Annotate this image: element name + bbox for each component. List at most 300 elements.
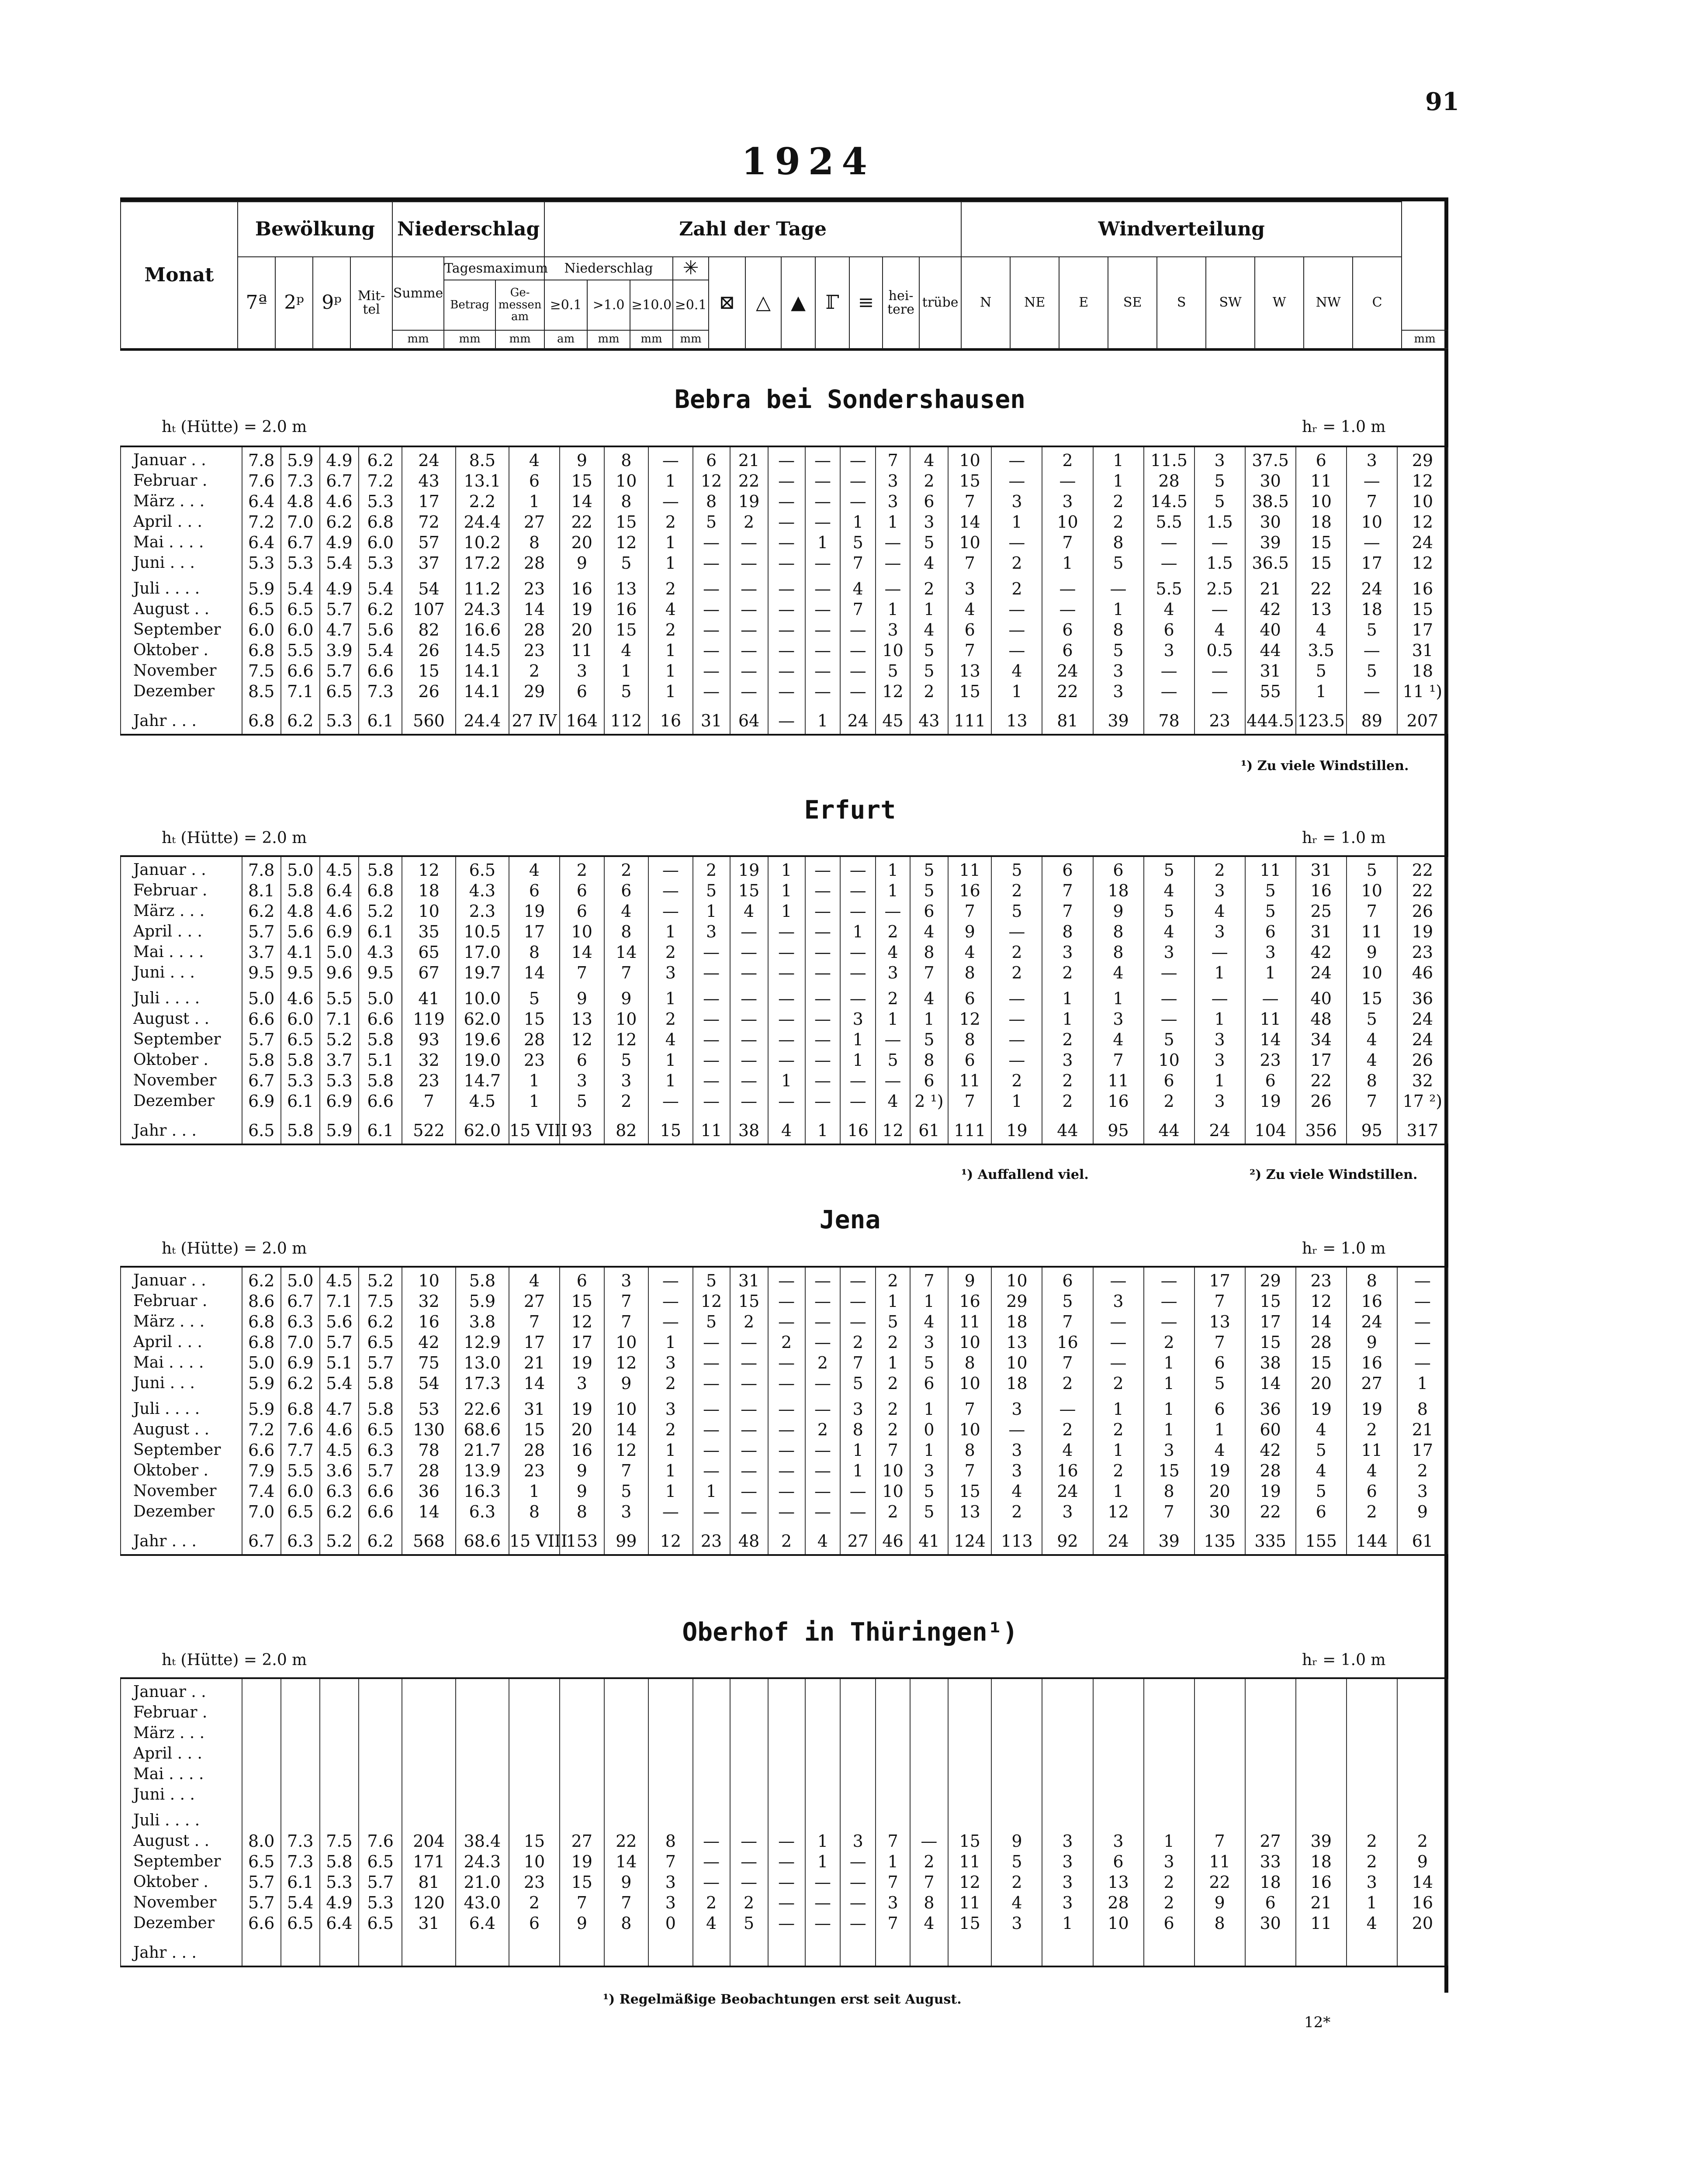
table-cell: 5: [1296, 1481, 1347, 1501]
table-cell: 5.3: [320, 702, 359, 735]
table-cell: [730, 1784, 768, 1805]
table-cell: 2.5: [1195, 573, 1245, 599]
month-label: August . .: [121, 1831, 242, 1851]
table-cell: 3: [560, 1373, 604, 1393]
table-cell: 5.3: [359, 553, 402, 573]
month-label: September: [121, 1851, 242, 1872]
table-cell: 31: [1245, 660, 1296, 681]
header-niederschlag-sub: Niederschlag: [544, 257, 673, 280]
table-cell: 8.0: [242, 1831, 281, 1851]
table-cell: 19.0: [456, 1050, 509, 1070]
table-cell: 67: [402, 962, 455, 983]
table-cell: 7.3: [281, 1831, 320, 1851]
table-cell: —: [1144, 553, 1195, 573]
table-cell: 5.0: [281, 856, 320, 880]
table-cell: [281, 1805, 320, 1831]
table-cell: 24: [1397, 1009, 1448, 1029]
table-cell: 11: [1245, 1009, 1296, 1029]
table-cell: 38.4: [456, 1831, 509, 1851]
table-cell: [1093, 1702, 1144, 1723]
table-row: [121, 681, 1448, 702]
table-cell: 3: [991, 1393, 1042, 1419]
table-cell: 124: [948, 1522, 991, 1555]
table-cell: [730, 1702, 768, 1723]
table-cell: 1: [840, 921, 876, 942]
table-cell: 14.1: [456, 660, 509, 681]
table-cell: 5: [910, 532, 948, 553]
table-cell: 4: [509, 856, 560, 880]
table-cell: 5.7: [242, 921, 281, 942]
table-cell: —: [805, 470, 841, 491]
table-cell: [1296, 1743, 1347, 1764]
table-cell: 6.3: [320, 1481, 359, 1501]
table-cell: 6.0: [281, 1481, 320, 1501]
table-cell: —: [805, 1050, 841, 1070]
table-cell: 57: [402, 532, 455, 553]
table-cell: 38: [730, 1111, 768, 1144]
header-monat: Monat: [121, 202, 238, 349]
table-cell: [560, 1723, 604, 1743]
table-cell: 24: [840, 702, 876, 735]
header-bewoelkung: Bewölkung: [238, 202, 392, 257]
table-cell: 23: [509, 1050, 560, 1070]
table-cell: 20: [1296, 1373, 1347, 1393]
table-cell: [509, 1678, 560, 1702]
table-cell: 4: [910, 921, 948, 942]
table-row: [121, 702, 1448, 735]
table-cell: 10: [948, 446, 991, 470]
table-cell: 5.1: [320, 1352, 359, 1373]
table-cell: 68.6: [456, 1522, 509, 1555]
table-cell: [359, 1933, 402, 1966]
table-cell: 6.8: [281, 1393, 320, 1419]
table-cell: 82: [604, 1111, 649, 1144]
table-cell: 6: [1195, 1393, 1245, 1419]
table-cell: 12: [560, 1311, 604, 1332]
table-cell: 5.5: [320, 983, 359, 1009]
table-cell: 107: [402, 599, 455, 619]
table-cell: —: [805, 1009, 841, 1029]
table-cell: 64: [730, 702, 768, 735]
table-cell: [1347, 1933, 1397, 1966]
table-cell: 4.6: [281, 983, 320, 1009]
table-cell: 5: [1347, 856, 1397, 880]
table-cell: 13: [1093, 1872, 1144, 1892]
month-label: Februar .: [121, 1291, 242, 1311]
table-cell: 5: [991, 1851, 1042, 1872]
table-cell: [910, 1678, 948, 1702]
table-cell: 6: [1347, 1481, 1397, 1501]
table-cell: [1042, 1743, 1093, 1764]
table-cell: 31: [693, 702, 730, 735]
table-cell: —: [768, 1393, 805, 1419]
table-cell: 5.7: [242, 1892, 281, 1913]
table-cell: 5.4: [320, 553, 359, 573]
table-cell: [281, 1933, 320, 1966]
table-cell: 5.3: [359, 491, 402, 511]
table-cell: 10: [991, 1352, 1042, 1373]
table-cell: —: [805, 1332, 841, 1352]
table-cell: [876, 1764, 910, 1784]
table-cell: 12: [876, 1111, 910, 1144]
table-cell: —: [805, 1291, 841, 1311]
month-label: Dezember: [121, 1091, 242, 1111]
table-cell: 14: [604, 1419, 649, 1440]
table-cell: 14: [402, 1501, 455, 1522]
table-cell: 30: [1245, 470, 1296, 491]
table-cell: —: [693, 573, 730, 599]
table-cell: 8: [910, 942, 948, 962]
table-cell: 5.3: [320, 1070, 359, 1091]
table-cell: 17: [1195, 1267, 1245, 1291]
table-cell: 10: [604, 1009, 649, 1029]
table-cell: 15: [604, 511, 649, 532]
table-cell: 8: [1397, 1393, 1448, 1419]
table-cell: 19: [1397, 921, 1448, 942]
month-label: Juni . . .: [121, 962, 242, 983]
table-cell: 14: [509, 962, 560, 983]
table-cell: 19: [1195, 1460, 1245, 1481]
table-cell: [805, 1933, 841, 1966]
table-cell: 5: [910, 1029, 948, 1050]
table-cell: 23: [509, 1872, 560, 1892]
table-cell: 6.4: [456, 1913, 509, 1933]
table-cell: [281, 1678, 320, 1702]
header-2p: 2ᵖ: [275, 257, 313, 349]
table-cell: 2: [1042, 1029, 1093, 1050]
table-cell: [948, 1784, 991, 1805]
table-cell: —: [840, 1501, 876, 1522]
table-cell: 6: [948, 1050, 991, 1070]
table-cell: —: [768, 1872, 805, 1892]
table-cell: 10: [876, 1460, 910, 1481]
table-cell: [840, 1678, 876, 1702]
table-cell: 2: [876, 1267, 910, 1291]
table-cell: 2: [1347, 1831, 1397, 1851]
table-cell: 13: [1195, 1311, 1245, 1332]
table-row: [121, 1831, 1448, 1851]
table-cell: 1: [1195, 1419, 1245, 1440]
table-cell: 5: [1245, 901, 1296, 921]
table-cell: 3: [604, 1501, 649, 1522]
header-zahl-der-tage: Zahl der Tage: [544, 202, 961, 257]
table-cell: 22.6: [456, 1393, 509, 1419]
table-cell: [320, 1723, 359, 1743]
table-row: [121, 856, 1448, 880]
table-row: [121, 1460, 1448, 1481]
table-row: [121, 1029, 1448, 1050]
table-cell: 14.5: [1144, 491, 1195, 511]
hr-label: hᵣ = 1.0 m: [1302, 1240, 1386, 1258]
table-cell: 22: [1195, 1872, 1245, 1892]
table-cell: 11: [693, 1111, 730, 1144]
table-cell: 5: [1093, 553, 1144, 573]
table-row: [121, 1419, 1448, 1440]
table-cell: [768, 1764, 805, 1784]
table-cell: 1: [1195, 1070, 1245, 1091]
table-cell: 14: [509, 599, 560, 619]
table-cell: —: [1397, 1332, 1448, 1352]
table-cell: 6.2: [281, 1373, 320, 1393]
table-cell: 8: [1093, 619, 1144, 640]
table-cell: 2: [1144, 1332, 1195, 1352]
table-cell: [1144, 1743, 1195, 1764]
table-cell: [648, 1723, 693, 1743]
table-cell: [730, 1743, 768, 1764]
table-cell: [320, 1784, 359, 1805]
table-cell: 3: [1042, 491, 1093, 511]
table-cell: 2: [876, 1419, 910, 1440]
table-cell: [948, 1764, 991, 1784]
table-cell: —: [805, 619, 841, 640]
table-cell: 3: [1195, 921, 1245, 942]
table-cell: 10: [604, 1332, 649, 1352]
table-cell: [1144, 1933, 1195, 1966]
table-cell: 6.9: [320, 1091, 359, 1111]
table-cell: 123.5: [1296, 702, 1347, 735]
table-cell: —: [840, 856, 876, 880]
table-cell: 5: [840, 1373, 876, 1393]
table-cell: —: [768, 942, 805, 962]
table-cell: —: [805, 880, 841, 901]
table-cell: [876, 1805, 910, 1831]
table-cell: 6: [1093, 1851, 1144, 1872]
data-table-oberhof: [120, 1677, 1448, 1967]
table-cell: 26: [1397, 1050, 1448, 1070]
table-cell: [281, 1764, 320, 1784]
table-cell: 6.4: [242, 491, 281, 511]
table-cell: —: [991, 921, 1042, 942]
table-cell: [604, 1764, 649, 1784]
table-cell: 3: [1195, 1050, 1245, 1070]
table-cell: 3: [1397, 1481, 1448, 1501]
table-cell: 4: [1093, 962, 1144, 983]
table-cell: [910, 1723, 948, 1743]
table-cell: 10: [948, 1373, 991, 1393]
table-cell: [768, 1933, 805, 1966]
table-cell: 41: [402, 983, 455, 1009]
table-cell: 9: [560, 446, 604, 470]
month-label: April . . .: [121, 1743, 242, 1764]
table-cell: 1: [1093, 446, 1144, 470]
table-cell: —: [768, 660, 805, 681]
table-cell: [1144, 1784, 1195, 1805]
table-cell: 6.1: [281, 1091, 320, 1111]
table-cell: 5.9: [320, 1111, 359, 1144]
table-cell: 28: [509, 1440, 560, 1460]
table-cell: 6.1: [359, 921, 402, 942]
table-cell: 28: [1093, 1892, 1144, 1913]
table-cell: 15: [948, 1913, 991, 1933]
hr-label: hᵣ = 1.0 m: [1302, 829, 1386, 847]
month-label: Oktober .: [121, 1050, 242, 1070]
table-cell: 16: [1397, 573, 1448, 599]
table-cell: [456, 1805, 509, 1831]
table-cell: 5: [876, 660, 910, 681]
table-cell: 5.7: [359, 1872, 402, 1892]
table-row: [121, 1070, 1448, 1091]
table-cell: 21: [1397, 1419, 1448, 1440]
table-cell: 4: [991, 1481, 1042, 1501]
table-cell: 3.7: [320, 1050, 359, 1070]
table-cell: 19: [560, 599, 604, 619]
table-cell: —: [730, 983, 768, 1009]
table-cell: 104: [1245, 1111, 1296, 1144]
header-wind-n: N: [961, 257, 1010, 349]
table-cell: —: [768, 681, 805, 702]
table-cell: [1296, 1784, 1347, 1805]
table-cell: 6.5: [242, 1851, 281, 1872]
table-cell: 12.9: [456, 1332, 509, 1352]
table-cell: 5: [1195, 491, 1245, 511]
table-cell: 23: [509, 1460, 560, 1481]
table-cell: 4: [991, 1892, 1042, 1913]
table-cell: 1: [876, 880, 910, 901]
table-row: [121, 446, 1448, 470]
table-cell: 12: [604, 532, 649, 553]
table-cell: 6.7: [281, 1291, 320, 1311]
table-cell: —: [693, 1070, 730, 1091]
table-cell: —: [840, 470, 876, 491]
table-cell: 23: [1195, 702, 1245, 735]
table-cell: 5.7: [242, 1872, 281, 1892]
table-cell: 2: [910, 573, 948, 599]
table-cell: —: [768, 1892, 805, 1913]
table-cell: [1144, 1678, 1195, 1702]
table-row: [121, 1678, 1448, 1702]
table-cell: 2: [991, 962, 1042, 983]
table-cell: [281, 1743, 320, 1764]
table-cell: —: [730, 1851, 768, 1872]
table-cell: 15: [509, 1831, 560, 1851]
table-cell: 5.8: [359, 1393, 402, 1419]
table-cell: [1397, 1933, 1448, 1966]
table-cell: 82: [402, 619, 455, 640]
table-cell: 4: [1347, 1460, 1397, 1481]
table-cell: —: [768, 1851, 805, 1872]
table-cell: 27: [1347, 1373, 1397, 1393]
table-cell: 11: [1296, 1913, 1347, 1933]
table-cell: 2: [1347, 1419, 1397, 1440]
header-truebe: trübe: [919, 257, 961, 349]
table-cell: [242, 1933, 281, 1966]
table-cell: —: [805, 962, 841, 983]
table-cell: 11: [948, 856, 991, 880]
table-cell: [876, 1723, 910, 1743]
table-cell: 2.3: [456, 901, 509, 921]
section-title: Bebra bei Sondershausen: [674, 384, 1026, 414]
table-cell: 16: [840, 1111, 876, 1144]
table-row: [121, 942, 1448, 962]
table-cell: [876, 1743, 910, 1764]
table-cell: 6: [1144, 1070, 1195, 1091]
table-cell: 9: [1397, 1851, 1448, 1872]
snow-icon: ✳: [673, 257, 709, 280]
table-cell: 3: [648, 962, 693, 983]
table-cell: 13.9: [456, 1460, 509, 1481]
table-cell: [1195, 1784, 1245, 1805]
table-cell: 335: [1245, 1522, 1296, 1555]
table-cell: —: [730, 962, 768, 983]
table-cell: 2: [730, 1311, 768, 1332]
table-cell: —: [648, 1501, 693, 1522]
table-cell: 130: [402, 1419, 455, 1440]
table-cell: 24.4: [456, 511, 509, 532]
table-cell: —: [840, 1070, 876, 1091]
month-label: Dezember: [121, 681, 242, 702]
table-cell: 6: [560, 901, 604, 921]
table-cell: 1: [840, 1460, 876, 1481]
table-cell: 48: [1296, 1009, 1347, 1029]
table-cell: 8: [948, 962, 991, 983]
table-row: [121, 962, 1448, 983]
table-cell: 5: [1195, 1373, 1245, 1393]
table-cell: 9: [1093, 901, 1144, 921]
table-row: [121, 880, 1448, 901]
table-cell: —: [768, 511, 805, 532]
table-cell: [359, 1743, 402, 1764]
table-cell: 7: [1042, 1352, 1093, 1373]
table-cell: —: [768, 1050, 805, 1070]
table-cell: 7.1: [320, 1009, 359, 1029]
table-cell: 24: [1296, 962, 1347, 983]
table-cell: 29: [1397, 446, 1448, 470]
table-cell: 36: [402, 1481, 455, 1501]
table-cell: 5.4: [281, 573, 320, 599]
table-cell: 4: [910, 983, 948, 1009]
table-cell: 2: [991, 880, 1042, 901]
table-cell: 3: [876, 470, 910, 491]
table-cell: 14: [560, 491, 604, 511]
table-cell: 14: [604, 942, 649, 962]
table-cell: 8: [948, 1029, 991, 1050]
table-cell: 15: [948, 1831, 991, 1851]
table-cell: 2: [648, 1419, 693, 1440]
table-cell: [1042, 1702, 1093, 1723]
table-cell: 7: [948, 1460, 991, 1481]
table-cell: —: [693, 983, 730, 1009]
table-cell: 3: [1093, 1831, 1144, 1851]
table-cell: —: [730, 1091, 768, 1111]
table-cell: 10: [876, 1481, 910, 1501]
table-cell: 6.6: [281, 660, 320, 681]
table-cell: 4: [1347, 1050, 1397, 1070]
table-cell: 2 ¹): [910, 1091, 948, 1111]
table-cell: —: [1245, 983, 1296, 1009]
table-cell: 3.9: [320, 640, 359, 660]
table-cell: 3: [910, 511, 948, 532]
table-cell: [456, 1702, 509, 1723]
table-cell: 15: [1245, 1291, 1296, 1311]
table-cell: 3: [1144, 1851, 1195, 1872]
table-cell: 1: [876, 1291, 910, 1311]
table-cell: [693, 1805, 730, 1831]
table-cell: —: [1144, 660, 1195, 681]
table-cell: 7: [948, 491, 991, 511]
table-cell: —: [840, 1481, 876, 1501]
table-cell: —: [805, 553, 841, 573]
table-row: [121, 1723, 1448, 1743]
table-cell: [1245, 1933, 1296, 1966]
table-cell: 6: [1042, 1267, 1093, 1291]
table-cell: 5: [604, 553, 649, 573]
table-cell: 7: [1347, 1091, 1397, 1111]
table-cell: 3: [648, 1892, 693, 1913]
table-cell: 6: [509, 470, 560, 491]
table-cell: 20: [560, 619, 604, 640]
table-cell: [730, 1805, 768, 1831]
table-cell: 7: [876, 446, 910, 470]
